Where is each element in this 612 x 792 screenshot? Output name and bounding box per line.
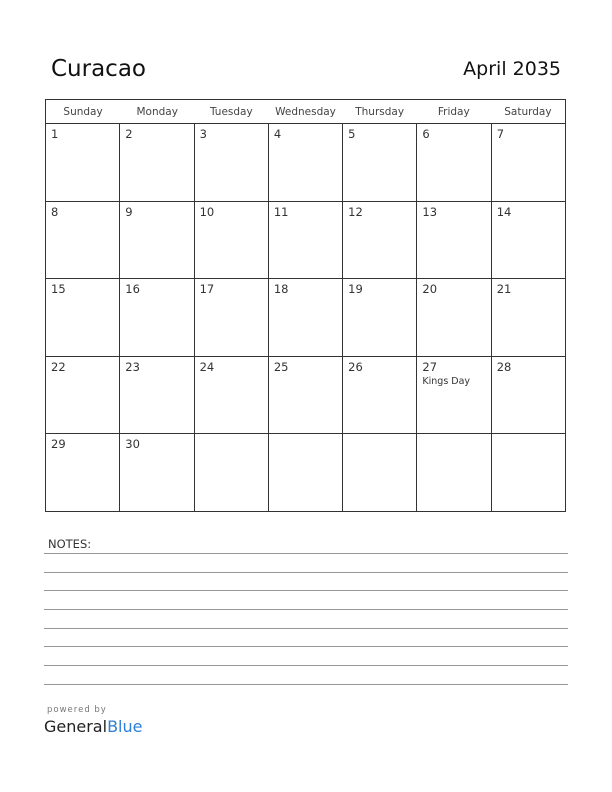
day-cell [417,202,491,279]
weekday-header-friday: Friday [437,106,470,118]
day-cell [269,434,343,512]
day-cell [269,124,343,201]
day-number: 4 [273,127,282,141]
day-cell [343,124,417,201]
day-number: 17 [199,282,215,297]
notes-line [44,628,568,629]
day-number: 16 [125,282,140,297]
calendar-month-title: April 2035 [463,58,561,80]
day-number: 19 [348,282,363,297]
notes-line [44,665,568,666]
day-number: 6 [422,127,430,141]
day-cell [195,279,269,356]
day-cell [269,202,343,279]
day-number: 2 [125,127,133,141]
day-number: 27 [422,359,438,374]
day-number: 30 [125,437,140,452]
brand-general-text: General [44,717,108,736]
day-number: 5 [348,127,356,141]
day-cell [46,124,120,201]
week-row [46,124,565,202]
day-cell [46,202,120,279]
day-number: 3 [199,127,207,141]
day-number: 15 [51,282,66,297]
day-number: 24 [199,359,215,374]
day-number: 18 [273,282,289,297]
day-number: 22 [51,359,66,374]
week-row [46,279,565,357]
weekday-header-tuesday: Tuesday [209,106,253,118]
day-cell [492,279,565,356]
day-cell [343,279,417,356]
weekday-header-saturday: Saturday [504,106,552,118]
notes-line [44,590,568,591]
weekday-header-wednesday: Wednesday [275,106,336,118]
notes-line [44,684,568,685]
day-number: 26 [348,359,363,374]
day-number: 20 [422,282,438,297]
day-cell [195,357,269,434]
notes-label: NOTES: [48,537,92,551]
day-number: 7 [496,127,505,141]
notes-line [44,609,568,610]
day-cell [120,434,194,512]
day-cell [492,434,565,512]
day-number: 11 [273,204,289,219]
day-number: 25 [273,359,289,374]
weekday-header-sunday: Sunday [63,106,103,118]
day-cell [195,124,269,201]
weekday-header-row [46,100,565,124]
day-number: 29 [51,437,66,452]
day-cell [343,202,417,279]
day-cell [492,124,565,201]
day-number: 23 [125,359,140,374]
weekday-header-monday: Monday [136,106,178,118]
day-cell [269,279,343,356]
day-cell [46,357,120,434]
powered-by-text: powered by [47,705,107,715]
day-number: 14 [496,204,512,219]
day-number: 10 [199,204,215,219]
day-cell [120,357,194,434]
day-number: 12 [348,204,363,219]
notes-line [44,646,568,647]
calendar-country-title: Curacao [51,56,146,82]
generalblue-logo [44,717,142,737]
day-cell [195,434,269,512]
day-cell [417,279,491,356]
day-number: 21 [496,282,512,297]
day-number: 9 [125,204,133,219]
day-cell [46,434,120,512]
day-cell [492,202,565,279]
day-number: 1 [51,127,59,141]
notes-line [44,572,568,573]
day-cell [120,124,194,201]
day-number: 28 [496,359,512,374]
day-cell [269,357,343,434]
day-cell [417,434,491,512]
day-cell [195,202,269,279]
notes-line [44,553,568,554]
day-cell [120,202,194,279]
week-row [46,357,565,435]
day-cell [492,357,565,434]
day-cell [343,434,417,512]
day-cell [417,357,491,434]
weekday-header-thursday: Thursday [355,106,405,118]
day-number: 13 [422,204,438,219]
week-row [46,202,565,280]
holiday-label: Kings Day [422,375,471,387]
week-row [46,434,565,512]
day-number: 8 [51,204,59,219]
day-cell [417,124,491,201]
day-cell [46,279,120,356]
brand-blue-text: Blue [107,717,143,736]
month-calendar-grid [45,99,566,512]
day-cell [343,357,417,434]
day-cell [120,279,194,356]
